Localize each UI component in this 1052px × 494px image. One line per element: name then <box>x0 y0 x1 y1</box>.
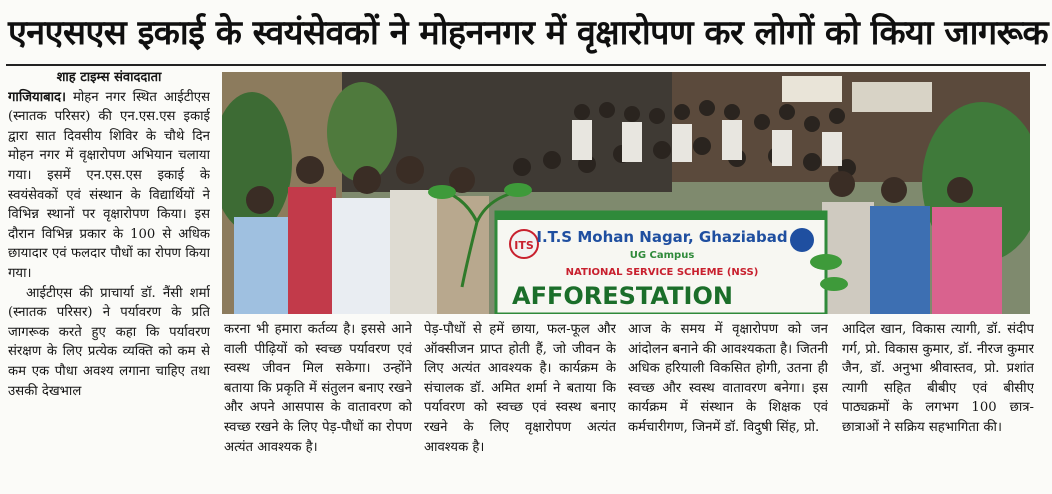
news-photo <box>222 72 1030 314</box>
banner-logo: ITS <box>514 239 534 252</box>
paragraph-1-text: मोहन नगर स्थित आईटीएस (स्नातक परिसर) की एन.एस.एस इकाई द्वारा सात दिवसीय शिविर के चौथे दिन मोहन नगर में वृक्षारोपण अभियान चलाया गया। इसमें एन.एस.एस इकाई के स्वयंसेवकों एवं संस्थान के विद्यार्थियों ने विभिन्न स्थानों पर वृक्षारोपण किया। इस दौरान विभिन्न प्रकार के 100 से अधिक छायादार एवं फलदार पौधों का रोपण किया गया। <box>8 89 210 281</box>
banner-main-text: AFFORESTATION <box>512 282 733 310</box>
banner-scheme: NATIONAL SERVICE SCHEME (NSS) <box>565 267 759 278</box>
banner-title: I.T.S Mohan Nagar, Ghaziabad <box>536 228 788 246</box>
banner-subtitle: UG Campus <box>629 250 695 261</box>
headline: एनएसएस इकाई के स्वयंसेवकों ने मोहननगर में वृक्षारोपण कर लोगों को किया जागरूक <box>8 13 1049 53</box>
article-column-1 <box>8 68 210 488</box>
paragraph-1 <box>8 88 210 284</box>
paragraph-2: आईटीएस की प्राचार्या डॉ. नैंसी शर्मा (स्नातक परिसर) ने पर्यावरण के प्रति जागरूक करते हुए कहा कि पर्यावरण संरक्षण के लिए प्रत्येक व्यक्ति को कम से कम एक पौधा अवश्य लगाना चाहिए तथा उसकी देखभाल <box>8 285 210 399</box>
article-column-3 <box>424 320 616 488</box>
headline-rule <box>6 64 1046 66</box>
column-4-text: आज के समय में वृक्षारोपण को जन आंदोलन बनाने की आवश्यकता है। जितनी अधिक हरियाली विकसित होगी, उतना ही स्वच्छ और स्वस्थ वातावरण बनेगा। इस कार्यक्रम में संस्थान के शिक्षक एवं कर्मचारीगण, जिनमें डॉ. विदुषी सिंह, प्रो. <box>628 322 828 435</box>
article-column-5 <box>842 320 1034 488</box>
article-column-4 <box>628 320 828 488</box>
column-2-text: करना भी हमारा कर्तव्य है। इससे आने वाली पीढ़ियों को स्वच्छ पर्यावरण एवं स्वस्थ जीवन मिल सकेगा। उन्होंने बताया कि प्रकृति में संतुलन बनाए रखने और अपने आसपास के वातावरण को स्वच्छ रखने के लिए पेड़-पौधों का रोपण अत्यंत आवश्यक है। <box>224 322 412 455</box>
column-3-text: पेड़-पौधों से हमें छाया, फल-फूल और ऑक्सीजन प्राप्त होती हैं, जो जीवन के लिए अत्यंत आवश्यक है। कार्यक्रम के संचालक डॉ. अमित शर्मा ने बताया कि पर्यावरण को स्वच्छ एवं स्वस्थ बनाए रखने के लिए वृक्षारोपण अत्यंत आवश्यक है। <box>424 322 616 455</box>
article-column-2 <box>224 320 412 488</box>
column-5-text: आदिल खान, विकास त्यागी, डॉ. संदीप गर्ग, प्रो. विकास कुमार, डॉ. नीरज कुमार जैन, डॉ. अनुभा श्रीवास्तव, प्रो. प्रशांत त्यागी सहित बीबीए एवं बीसीए पाठ्यक्रमों के लगभग 100 छात्र-छात्राओं ने सक्रिय सहभागिता की। <box>842 322 1034 435</box>
byline: शाह टाइम्स संवाददाता <box>56 70 162 85</box>
dateline: गाजियाबाद। <box>8 89 67 105</box>
